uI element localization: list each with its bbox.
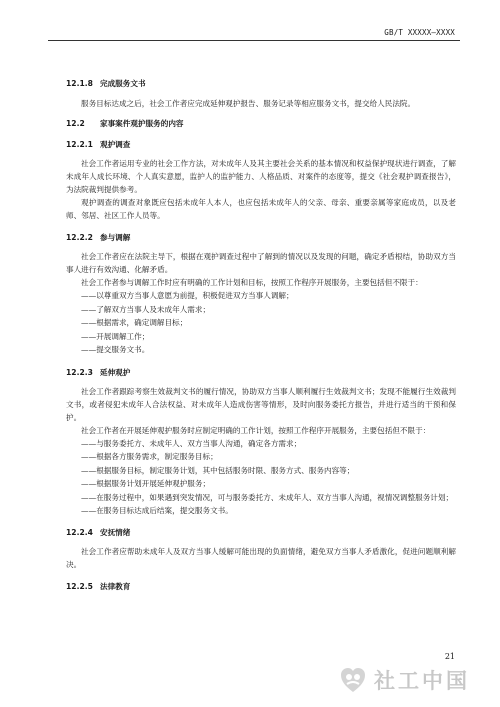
section-heading-12-2-5 xyxy=(66,581,456,592)
list-item: ——与服务委托方、未成年人、双方当事人沟通，确定各方需求； xyxy=(81,438,302,448)
list-item: ——以尊重双方当事人意愿为前提，积极促进双方当事人调解； xyxy=(81,291,294,300)
section-heading-12-2-1 xyxy=(66,139,456,150)
section-heading-12-2 xyxy=(66,118,456,129)
section-number: 12.2.4 xyxy=(66,528,93,537)
section-title: 观护调查 xyxy=(100,140,131,149)
paragraph: 社会工作者应在法院主导下，根据在观护调查过程中了解到的情况以及发现的问题，确定矛盾根结，协助双方当事人进行有效沟通、化解矛盾。 xyxy=(66,252,456,274)
watermark-logo-icon xyxy=(338,665,368,695)
list-item: ——根据服务计划开展延伸观护服务； xyxy=(81,479,211,488)
list-item: ——提交服务文书。 xyxy=(81,345,150,354)
section-number: 12.2.1 xyxy=(66,140,93,149)
section-title: 法律教育 xyxy=(100,582,131,591)
section-title: 延伸观护 xyxy=(100,367,131,377)
paragraph: 社会工作者参与调解工作时应有明确的工作计划和目标，按照工作程序开展服务，主要包括但不限于： xyxy=(81,278,423,287)
watermark xyxy=(338,660,498,700)
section-heading-12-2-4 xyxy=(66,527,456,538)
page-number: 21 xyxy=(444,652,455,661)
paragraph: 社会工作者在开展延伸观护服务时应制定明确的工作计划，按照工作程序开展服务，主要包括但不限于： xyxy=(81,425,431,435)
paragraph: 社会工作者运用专业的社会工作方法，对未成年人及其主要社会关系的基本情况和权益保护现状进行调查，了解未成年人成长环境、个人真实意愿，监护人的监护能力、人格品质、对案件的态度等，提交《社会观护调查报告》，为法院裁判提供参考。 xyxy=(66,159,456,194)
list-item: ——根据服务目标，制定服务计划，其中包括服务时限、服务方式、服务内容等； xyxy=(81,465,355,475)
section-heading-12-2-3 xyxy=(66,367,456,378)
list-item: ——了解双方当事人及未成年人需求； xyxy=(81,304,211,314)
section-number: 12.1.8 xyxy=(66,79,93,88)
list-item: ——根据各方服务需求，制定服务目标； xyxy=(81,452,218,461)
section-title: 家事案件观护服务的内容 xyxy=(100,119,184,128)
section-heading-12-1-8 xyxy=(66,78,456,89)
section-title: 安抚情绪 xyxy=(100,528,131,537)
list-item: ——开展调解工作； xyxy=(81,331,150,341)
paragraph: 服务目标达成之后，社会工作者应完成延伸观护报告、服务记录等相应服务文书，提交给人民法院。 xyxy=(81,99,416,108)
standard-code: GB/T XXXXX—XXXX xyxy=(384,28,455,37)
list-item: ——在服务过程中，如果遇到突发情况，可与服务委托方、未成年人、双方当事人沟通，视情况调整服务计划； xyxy=(81,492,454,502)
paragraph: 社会工作者应帮助未成年人及双方当事人缓解可能出现的负面情绪，避免双方当事人矛盾激化，促进问题顺利解决。 xyxy=(66,547,456,569)
section-title: 参与调解 xyxy=(100,233,131,242)
paragraph: 观护调查的调查对象既应包括未成年人本人，也应包括未成年人的父亲、母亲、重要亲属等家庭成员，以及老师、邻居、社区工作人员等。 xyxy=(66,198,456,220)
watermark-text: 社工中国 xyxy=(374,669,470,693)
section-title: 完成服务文书 xyxy=(100,79,146,88)
list-item: ——在服务目标达成后结案，提交服务文书。 xyxy=(81,505,233,515)
section-number: 12.2.5 xyxy=(66,582,93,591)
list-item: ——根据需求，确定调解目标； xyxy=(81,318,188,327)
paragraph: 社会工作者跟踪考察生效裁判文书的履行情况，协助双方当事人顺利履行生效裁判文书；发现不能履行生效裁判文书，或者侵犯未成年人合法权益、对未成年人造成伤害等情形，及时向服务委托方报告，并进行适当的干预和保护。 xyxy=(66,386,456,422)
section-number: 12.2.3 xyxy=(66,367,93,377)
document-body xyxy=(66,48,456,592)
section-number: 12.2.2 xyxy=(66,233,93,242)
section-number: 12.2 xyxy=(66,119,85,128)
section-heading-12-2-2 xyxy=(66,232,456,243)
header-divider xyxy=(48,40,460,41)
